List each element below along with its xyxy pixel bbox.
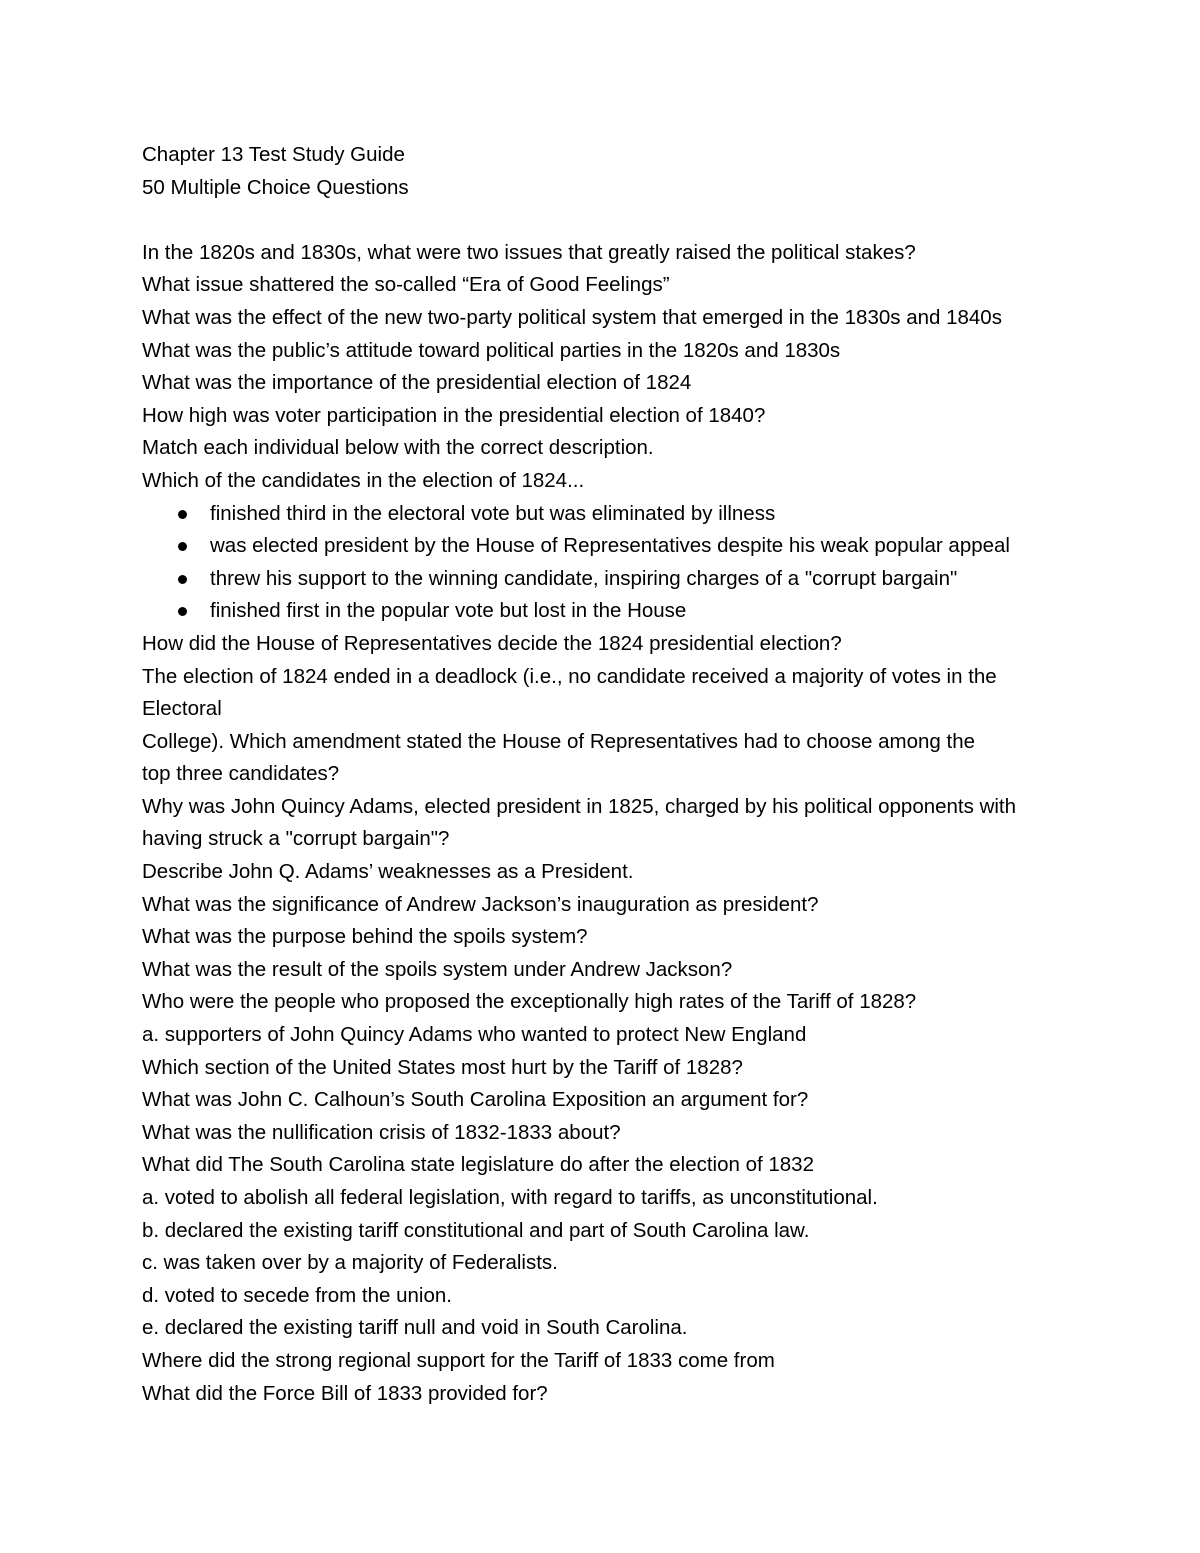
question-line: Match each individual below with the correct description. <box>142 436 654 460</box>
bullet-text: threw his support to the winning candidate, inspiring charges of a "corrupt bargain" <box>210 566 958 590</box>
bullet-icon <box>178 542 187 551</box>
questions-before-bullets <box>142 237 1082 498</box>
question-line: What was the result of the spoils system under Andrew Jackson? <box>142 957 733 981</box>
question-line: What was the nullification crisis of 1832-1833 about? <box>142 1120 621 1144</box>
question-line: What was the public’s attitude toward political parties in the 1820s and 1830s <box>142 338 841 362</box>
question-line: What issue shattered the so-called “Era of Good Feelings” <box>142 273 670 297</box>
question-line: What was the significance of Andrew Jackson’s inauguration as president? <box>142 892 819 916</box>
answer-option: d. voted to secede from the union. <box>142 1283 452 1307</box>
question-line: Who were the people who proposed the exceptionally high rates of the Tariff of 1828? <box>142 990 917 1014</box>
bullet-icon <box>178 607 187 616</box>
question-line: Why was John Quincy Adams, elected president in 1825, charged by his political opponents with <box>142 794 1017 818</box>
question-line: Where did the strong regional support for the Tariff of 1833 come from <box>142 1348 775 1372</box>
question-line: What was John C. Calhoun’s South Carolina Exposition an argument for? <box>142 1088 809 1112</box>
document-page <box>142 139 1082 1410</box>
document-subtitle: 50 Multiple Choice Questions <box>142 175 409 199</box>
question-line: How high was voter participation in the presidential election of 1840? <box>142 403 766 427</box>
answer-option: b. declared the existing tariff constitutional and part of South Carolina law. <box>142 1218 810 1242</box>
question-line: Which of the candidates in the election of 1824... <box>142 468 585 492</box>
bullet-text: was elected president by the House of Representatives despite his weak popular appeal <box>210 534 1010 558</box>
blank-line <box>142 204 1082 237</box>
question-line: What did the Force Bill of 1833 provided for? <box>142 1381 548 1405</box>
candidate-bullet-list <box>142 498 1082 628</box>
question-line: Electoral <box>142 697 222 721</box>
question-line: having struck a "corrupt bargain"? <box>142 827 450 851</box>
answer-option: c. was taken over by a majority of Federalists. <box>142 1251 558 1275</box>
question-line: What was the importance of the presidential election of 1824 <box>142 371 692 395</box>
question-line: In the 1820s and 1830s, what were two issues that greatly raised the political stakes? <box>142 240 916 264</box>
bullet-text: finished first in the popular vote but lost in the House <box>210 599 687 623</box>
answer-option: a. supporters of John Quincy Adams who wanted to protect New England <box>142 1023 807 1047</box>
question-line: How did the House of Representatives decide the 1824 presidential election? <box>142 631 842 655</box>
bullet-item <box>142 530 1082 563</box>
question-line: top three candidates? <box>142 762 340 786</box>
bullet-text: finished third in the electoral vote but was eliminated by illness <box>210 501 776 525</box>
questions-after-bullets <box>142 628 1082 1410</box>
bullet-item <box>142 595 1082 628</box>
answer-option: e. declared the existing tariff null and void in South Carolina. <box>142 1316 688 1340</box>
question-line: Describe John Q. Adams’ weaknesses as a President. <box>142 860 634 884</box>
question-line: What was the purpose behind the spoils system? <box>142 925 588 949</box>
question-line: College). Which amendment stated the House of Representatives had to choose among the <box>142 729 976 753</box>
bullet-icon <box>178 510 187 519</box>
answer-option: a. voted to abolish all federal legislation, with regard to tariffs, as unconstitutional. <box>142 1186 878 1209</box>
question-line: What was the effect of the new two-party political system that emerged in the 1830s and 1840s <box>142 305 1002 329</box>
document-title: Chapter 13 Test Study Guide <box>142 143 405 166</box>
bullet-item <box>142 563 1082 596</box>
bullet-item <box>142 498 1082 531</box>
question-line: What did The South Carolina state legislature do after the election of 1832 <box>142 1153 814 1177</box>
bullet-icon <box>178 575 187 584</box>
question-line: The election of 1824 ended in a deadlock (i.e., no candidate received a majority of votes in the <box>142 664 997 688</box>
question-line: Which section of the United States most hurt by the Tariff of 1828? <box>142 1055 743 1079</box>
